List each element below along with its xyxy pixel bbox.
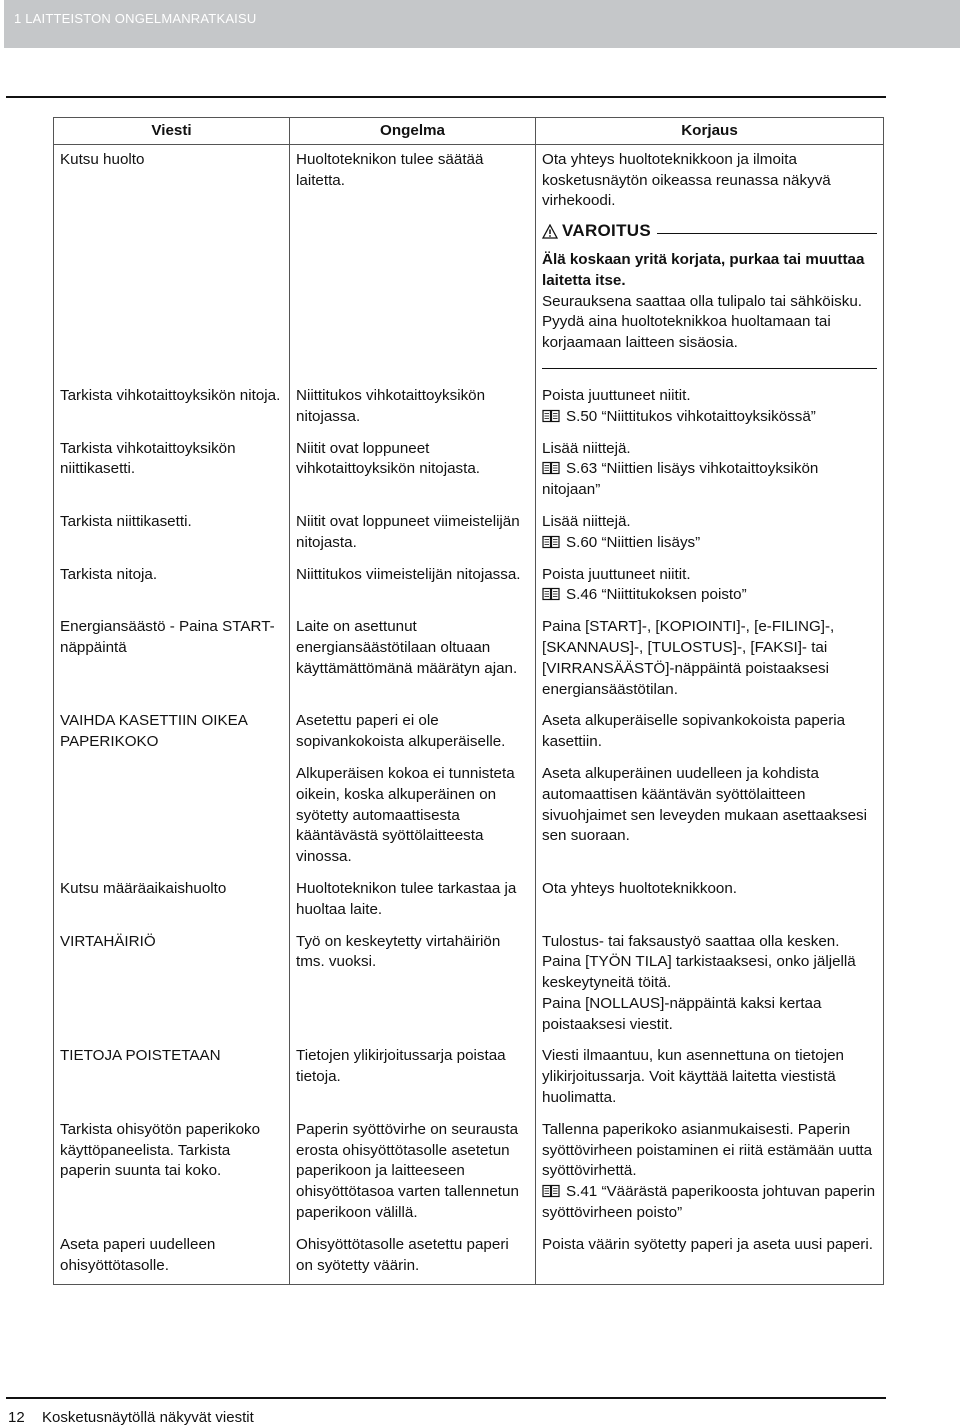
ongelma-cell: Laite on asettunut energiansäästötilaan oltuaan käyttämättömänä määrätyn ajan. [290, 612, 536, 706]
viesti-cell: Tarkista ohisyötön paperikoko käyttöpaneelista. Tarkista paperin suunta tai koko. [54, 1115, 290, 1230]
reference-link[interactable]: S.60 “Niittien lisäys” [566, 533, 701, 551]
ongelma-cell: Huoltoteknikon tulee säätää laitetta. [290, 144, 536, 381]
table-row [54, 874, 884, 927]
korjaus-cell: Ota yhteys huoltoteknikkoon. [536, 874, 884, 927]
ongelma-cell: Työ on keskeytetty virtahäiriön tms. vuoksi. [290, 927, 536, 1042]
column-header-viesti: Viesti [54, 118, 290, 145]
warning-icon [542, 224, 558, 239]
table-row [54, 507, 884, 560]
footer-section-title: Kosketusnäytöllä näkyvät viestit [42, 1409, 254, 1426]
korjaus-cell [536, 381, 884, 434]
table-row [54, 706, 884, 759]
korjaus-cell: Paina [START]-, [KOPIOINTI]-, [e-FILING]-, [SKANNAUS]-, [TULOSTUS]-, [FAKSI]- tai [VIRRANSÄÄSTÖ]-näppäintä poistaaksesi energiansäästötilan. [536, 612, 884, 706]
ongelma-cell: Tietojen ylikirjoitussarja poistaa tietoja. [290, 1041, 536, 1114]
page-reference[interactable] [542, 459, 877, 501]
viesti-cell: VIRTAHÄIRIÖ [54, 927, 290, 1042]
warning-text: Seurauksena saattaa olla tulipalo tai sähköisku. [542, 292, 862, 310]
viesti-cell: Tarkista vihkotaittoyksikön nitoja. [54, 381, 290, 434]
header-bar [4, 0, 960, 48]
ongelma-cell: Niittitukos vihkotaittoyksikön nitojassa. [290, 381, 536, 434]
table-row [54, 434, 884, 507]
korjaus-cell: Viesti ilmaantuu, kun asennettuna on tietojen ylikirjoitussarja. Voit käyttää laitetta viestistä huolimatta. [536, 1041, 884, 1114]
korjaus-text: Poista juuttuneet niitit. [542, 386, 691, 404]
table-row [54, 759, 884, 874]
korjaus-text: Ota yhteys huoltoteknikkoon ja ilmoita kosketusnäytön oikeassa reunassa näkyvä virhekoodi. [542, 150, 831, 210]
viesti-cell: Kutsu huolto [54, 144, 290, 381]
korjaus-cell: Poista väärin syötetty paperi ja aseta uusi paperi. [536, 1230, 884, 1285]
book-icon [542, 1184, 560, 1198]
reference-link[interactable]: S.50 “Niittitukos vihkotaittoyksikössä” [566, 407, 816, 425]
book-icon [542, 587, 560, 601]
korjaus-text: Poista juuttuneet niitit. [542, 565, 691, 583]
ongelma-cell: Huoltoteknikon tulee tarkastaa ja huoltaa laite. [290, 874, 536, 927]
table-row [54, 144, 884, 381]
message-table [53, 117, 884, 1285]
table-row [54, 1230, 884, 1285]
viesti-cell: Tarkista niittikasetti. [54, 507, 290, 560]
book-icon [542, 461, 560, 475]
table-row [54, 927, 884, 1042]
korjaus-text: Tallenna paperikoko asianmukaisesti. Paperin syöttövirheen poistaminen ei riitä estämään uutta syöttövirhettä. [542, 1120, 873, 1180]
ongelma-cell: Ohisyöttötasolle asetettu paperi on syötetty väärin. [290, 1230, 536, 1285]
korjaus-text: Lisää niittejä. [542, 439, 631, 457]
table-row [54, 1041, 884, 1114]
viesti-cell: Tarkista vihkotaittoyksikön niittikasetti. [54, 434, 290, 507]
korjaus-cell [536, 927, 884, 1042]
korjaus-cell: Aseta alkuperäinen uudelleen ja kohdista automaattisen kääntävän syöttölaitteen sivuohjaimet sen leveyden mukaan asettaaksesi sen suoraan. [536, 759, 884, 874]
chapter-title: 1 LAITTEISTON ONGELMANRATKAISU [14, 11, 257, 26]
page-reference[interactable] [542, 407, 877, 428]
page-number: 12 [8, 1409, 25, 1426]
ongelma-cell: Niittitukos viimeistelijän nitojassa. [290, 560, 536, 613]
korjaus-cell [536, 434, 884, 507]
warning-end-rule [542, 368, 877, 369]
warning-bold-text: Älä koskaan yritä korjata, purkaa tai muuttaa laitetta itse. [542, 250, 865, 289]
warning-rule [657, 233, 877, 234]
reference-link[interactable]: S.46 “Niittitukoksen poisto” [566, 586, 747, 604]
warning-text: Pyydä aina huoltoteknikkoa huoltamaan tai korjaamaan laitteen sisäosia. [542, 313, 831, 352]
korjaus-text: Lisää niittejä. [542, 512, 631, 530]
korjaus-text: Paina [NOLLAUS]-näppäintä kaksi kertaa poistaaksesi viestit. [542, 994, 822, 1033]
ongelma-cell: Niitit ovat loppuneet vihkotaittoyksikön nitojasta. [290, 434, 536, 507]
table-row [54, 1115, 884, 1230]
viesti-cell: Kutsu määräaikaishuolto [54, 874, 290, 927]
reference-link[interactable]: S.41 “Väärästä paperikoosta johtuvan paperin syöttövirheen poisto” [542, 1183, 876, 1222]
bottom-rule [6, 1397, 886, 1399]
korjaus-cell [536, 507, 884, 560]
viesti-cell: Tarkista nitoja. [54, 560, 290, 613]
viesti-cell: Energiansäästö - Paina START-näppäintä [54, 612, 290, 706]
warning-title: VAROITUS [562, 221, 651, 241]
table-header-row [54, 118, 884, 145]
viesti-cell: Aseta paperi uudelleen ohisyöttötasolle. [54, 1230, 290, 1285]
ongelma-cell: Paperin syöttövirhe on seurausta erosta ohisyöttötasolle asetetun paperikoon ja laitteeseen ohisyöttötasoa varten tallennetun paperikoon välillä. [290, 1115, 536, 1230]
table-row [54, 381, 884, 434]
korjaus-cell [536, 560, 884, 613]
korjaus-cell [536, 1115, 884, 1230]
page-reference[interactable] [542, 533, 877, 554]
column-header-korjaus: Korjaus [536, 118, 884, 145]
viesti-cell: TIETOJA POISTETAAN [54, 1041, 290, 1114]
book-icon [542, 409, 560, 423]
table-row [54, 560, 884, 613]
korjaus-text: Tulostus- tai faksaustyö saattaa olla kesken. Paina [TYÖN TILA] tarkistaaksesi, onko jäljellä keskeytyneitä töitä. [542, 932, 856, 992]
book-icon [542, 535, 560, 549]
korjaus-cell: Aseta alkuperäiselle sopivankokoista paperia kasettiin. [536, 706, 884, 759]
viesti-cell [54, 759, 290, 874]
page-reference[interactable] [542, 1182, 877, 1224]
reference-link[interactable]: S.63 “Niittien lisäys vihkotaittoyksikön nitojaan” [542, 460, 819, 499]
viesti-cell: VAIHDA KASETTIIN OIKEA PAPERIKOKO [54, 706, 290, 759]
table-row [54, 612, 884, 706]
korjaus-cell [536, 144, 884, 381]
ongelma-cell: Alkuperäisen kokoa ei tunnisteta oikein, koska alkuperäinen on syötetty automaattisesta kääntävästä syöttölaitteesta vinossa. [290, 759, 536, 874]
warning-header [542, 221, 877, 242]
ongelma-cell: Niitit ovat loppuneet viimeistelijän nitojasta. [290, 507, 536, 560]
ongelma-cell: Asetettu paperi ei ole sopivankokoista alkuperäiselle. [290, 706, 536, 759]
column-header-ongelma: Ongelma [290, 118, 536, 145]
page-reference[interactable] [542, 585, 877, 606]
top-rule [6, 96, 886, 98]
